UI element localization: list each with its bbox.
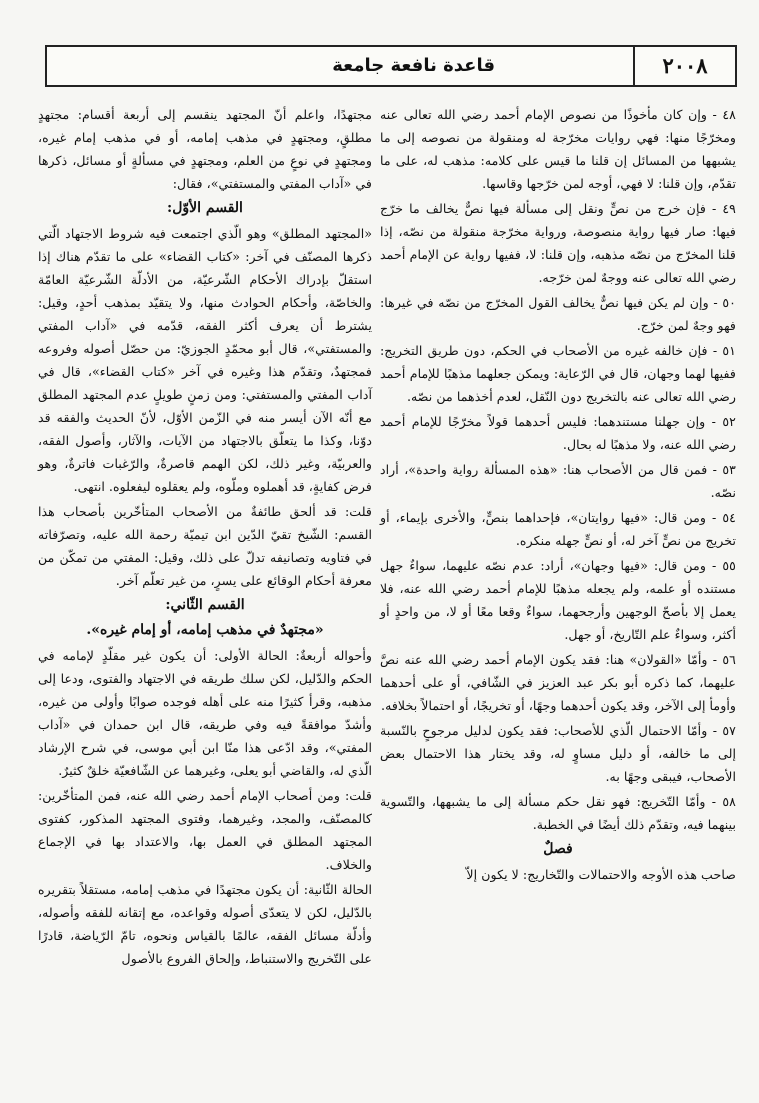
paragraph-58: ٥٨ - وأمّا التّخريج: فهو نقل حكم مسألة إلى ما يشبهها، والتّسوية بينهما فيه، وتقدّم ذلك أيضًا في الخطبة. — [380, 794, 736, 832]
paragraph-49: ٤٩ - فإن خرج من نصٍّ ونقل إلى مسألة فيها نصٌّ يخالف ما خرّج فيها: صار فيها رواية منصوصة، ورواية مخرّجة منقولة من نصّه، إذا قلنا المخرّج من نصّه مذهبه، وإن قلنا: لا، ففيها رواية عن الإمام أحمد رضي الله تعالى عنه ووجهٌ لمن خرّجه. — [380, 201, 736, 285]
paragraph-qultu-1: قلت: قد ألحق طائفةٌ من الأصحاب المتأخّرين بأصحاب هذا القسم: الشّيخ تقيّ الدّين ابن تيميّة رحمة الله عليه، وتصرّفاته في فتاويه وتصانيفه تدلّ على ذلك، وقيل: المفتي من تمكّن من معرفة أحكام الوقائع على يسرٍ، من غير تعلّم آخر. — [38, 504, 372, 588]
paragraph-51: ٥١ - فإن خالفه غيره من الأصحاب في الحكم، دون طريق التخريج: ففيها لهما وجهان، قال في الرّعاية: ويمكن جعلهما مذهبًا للإمام أحمد رضي الله تعالى عنه بالتخريج دون النّقل، لعدم أخذهما من نصّه. — [380, 343, 736, 404]
paragraph-mujtahid-mutlaq: «المجتهد المطلق» وهو الّذي اجتمعت فيه شروط الاجتهاد الّتي ذكرها المصنّف في آخر: «كتاب القضاء» على ما تقدّم هناك إذا استقلّ بإدراك الأحكام الشّرعيّة، من الأدلّة الشّرعيّة العامّة والخاصّة، وأحكام الحوادث منها، ولا يتقيّد بمذهب أحدٍ، وقيل: يشترط أن يعرف أكثر الفقه، قدّمه في «آداب المفتي والمستفتي»، قال أبو محمّدٍ الجوزيّ: من حصّل أصوله وفروعه فمجتهدٌ، وتقدّم هذا وغيره في آخر «كتاب القضاء»، قال في آداب المفتي والمستفتي: ومن زمنٍ طويلٍ عدم المجتهد المطلق مع أنّه الآن أيسر منه في الزّمن الأوّل، لأنّ الحديث والفقه قد دوّنا، وكذا ما يتعلّق بالاجتهاد من الآيات، والآثار، وأصول الفقه، والعربيّة، وغير ذلك، لكن الهمم قاصرةٌ، والرّغبات فاترةٌ، وهو فرض كفايةٍ، قد أهملوه وملّوه، ولم يعقلوه ليفعلوه. انتهى. — [38, 226, 372, 494]
paragraph-second-state: الحالة الثّانية: أن يكون مجتهدًا في مذهب إمامه، مستقلاً بتقريره بالدّليل، لكن لا يتعدّى أصوله وقواعده، مع إتقانه للفقه وأصوله، وأدلّة مسائل الفقه، عالمًا بالقياس ونحوه، تامّ الرّياضة، قادرًا على التّخريج والاستنباط، وإلحاق الفروع بالأصول — [38, 882, 372, 966]
paragraph-57: ٥٧ - وأمّا الاحتمال الّذي للأصحاب: فقد يكون لدليل مرجوحٍ بالنّسبة إلى ما خالفه، أو دليل مساوٍ له، وقد يختار هذا الاحتمال بعض الأصحاب، فيبقى وجهًا به. — [380, 723, 736, 784]
paragraph-intro: مجتهدًا، واعلم أنّ المجتهد ينقسم إلى أربعة أقسام: مجتهدٍ مطلقٍ، ومجتهدٍ في مذهب إمامه، أو في مذهب إمام غيره، ومجتهدٍ في نوعٍ من العلم، ومجتهدٍ في مسألةٍ أو مسائل، ذكرها في «آداب المفتي والمستفتي»، فقال: — [38, 107, 372, 191]
paragraph-52: ٥٢ - وإن جهلنا مستندهما: فليس أحدهما قولاً مخرّجًا للإمام أحمد رضي الله عنه، ولا مذهبًا له بحال. — [380, 414, 736, 452]
right-column — [380, 103, 736, 888]
section-heading-second: القسم الثّاني: — [165, 597, 245, 613]
page-header — [45, 45, 737, 87]
page-number: ٢٠٠٨ — [633, 47, 735, 85]
paragraph-50: ٥٠ - وإن لم يكن فيها نصٌّ يخالف القول المخرّج من نصّه في غيرها: فهو وجهٌ لمن خرّج. — [380, 295, 736, 333]
paragraph-fasl-start: صاحب هذه الأوجه والاحتمالات والتّخاريج: لا يكون إلاّ — [466, 867, 736, 882]
left-column — [38, 103, 372, 972]
paragraph-53: ٥٣ - فمن قال من الأصحاب هنا: «هذه المسألة رواية واحدة»، أراد نصّه. — [380, 462, 736, 500]
paragraph-55: ٥٥ - ومن قال: «فيها وجهان»، أراد: عدم نصّه عليهما، سواءٌ جهل مستنده أو علمه، ولم يجعله مذهبًا للإمام أحمد رضي الله عنه، فلا يعمل إلا بأصحّ الوجهين وأرجحهما، سواءٌ وقعا معًا أو لا، من واحدٍ أو أكثر، وسواءٌ علم التّاريخ، أو جهل. — [380, 558, 736, 642]
running-title: قاعدة نافعة جامعة — [332, 55, 495, 76]
paragraph-56: ٥٦ - وأمّا «القولان» هنا: فقد يكون الإمام أحمد رضي الله عنه نصَّ عليهما، كما ذكره أبو بكر عبد العزيز في الشّافي، أو على أحدهما وأومأ إلى الآخر، وقد يكون أحدهما وجهًا، أو تخريجًا، أو احتمالاً بخلافه. — [380, 652, 736, 713]
section-heading-fasl: فصلٌ — [543, 841, 573, 857]
paragraph-qultu-2: قلت: ومن أصحاب الإمام أحمد رضي الله عنه، فمن المتأخّرين: كالمصنّف، والمجد، وغيرهما، وفتوى المجتهد المذكور، كفتوى المجتهد المطلق في العمل بها، والاعتداد بها في الإجماع والخلاف. — [38, 788, 372, 872]
paragraph-first-state: وأحواله أربعةٌ: الحالة الأولى: أن يكون غير مقلّدٍ لإمامه في الحكم والدّليل، لكن سلك طريقه في الاجتهاد والفتوى، ودعا إلى مذهبه، وقرأ كثيرًا منه على أهله فوجده صوابًا وأولى من غيره، وأشدّ موافقةً فيه وفي طريقه، قال ابن حمدان في «آداب المفتي»، وقد ادّعى هذا منّا ابن أبي موسى، في شرح الإرشاد الّذي له، والقاضي أبو يعلى، وغيرهما عن الشّافعيّة خلقٌ كثيرٌ. — [38, 648, 372, 778]
paragraph-54: ٥٤ - ومن قال: «فيها روايتان»، فإحداهما بنصٍّ، والأخرى بإيماء، أو تخريج من نصٍّ آخر له، أو نصٍّ جهله منكره. — [380, 510, 736, 548]
section-heading-first: القسم الأوّل: — [167, 200, 243, 216]
paragraph-48: ٤٨ - وإن كان مأخوذًا من نصوص الإمام أحمد رضي الله تعالى عنه ومخرّجًا منها: فهي روايات مخرّجة له ومنقولة من نصوصه إلى ما يشبهها من المسائل إن قلنا ما قيس على كلامه: مذهب له، على ما تقدّم، وإن قلنا: لا فهي، أوجه لمن خرّجها وقاسها. — [380, 107, 736, 191]
section-subheading-second: «مجتهدٌ في مذهب إمامه، أو إمام غيره». — [86, 622, 324, 638]
